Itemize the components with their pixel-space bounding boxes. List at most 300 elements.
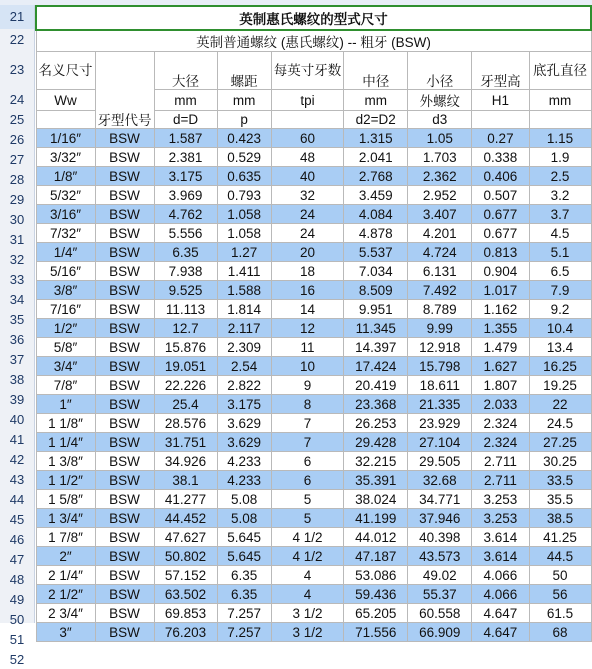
table-cell-d3[interactable]: 40.398 bbox=[408, 528, 472, 547]
table-cell-h1[interactable]: 1.807 bbox=[472, 376, 529, 395]
header-cell[interactable]: 中径 bbox=[344, 52, 408, 90]
table-cell-hole[interactable]: 9.2 bbox=[529, 300, 591, 319]
table-cell-d[interactable]: 22.226 bbox=[154, 376, 217, 395]
table-cell-p[interactable]: 0.793 bbox=[217, 186, 271, 205]
table-cell-hole[interactable]: 35.5 bbox=[529, 490, 591, 509]
table-cell-p[interactable]: 6.35 bbox=[217, 566, 271, 585]
table-cell-size[interactable]: 3/32″ bbox=[36, 148, 95, 167]
table-cell-code[interactable]: BSW bbox=[95, 566, 154, 585]
table-cell-code[interactable]: BSW bbox=[95, 129, 154, 148]
table-cell-d[interactable]: 47.627 bbox=[154, 528, 217, 547]
table-cell-d[interactable]: 11.113 bbox=[154, 300, 217, 319]
table-cell-d3[interactable]: 37.946 bbox=[408, 509, 472, 528]
table-cell-d2[interactable]: 71.556 bbox=[344, 623, 408, 642]
table-cell-hole[interactable]: 1.9 bbox=[529, 148, 591, 167]
table-cell-d3[interactable]: 34.771 bbox=[408, 490, 472, 509]
table-cell-d2[interactable]: 26.253 bbox=[344, 414, 408, 433]
table-cell-h1[interactable]: 1.627 bbox=[472, 357, 529, 376]
header-cell[interactable]: Ww bbox=[36, 90, 95, 111]
table-cell-tpi[interactable]: 9 bbox=[271, 376, 344, 395]
table-cell-d2[interactable]: 35.391 bbox=[344, 471, 408, 490]
table-cell-d2[interactable]: 41.199 bbox=[344, 509, 408, 528]
row-number[interactable]: 41 bbox=[9, 432, 25, 447]
table-cell-p[interactable]: 2.822 bbox=[217, 376, 271, 395]
table-cell-d2[interactable]: 5.537 bbox=[344, 243, 408, 262]
table-cell-code[interactable]: BSW bbox=[95, 471, 154, 490]
table-cell-hole[interactable]: 38.5 bbox=[529, 509, 591, 528]
table-cell-code[interactable]: BSW bbox=[95, 148, 154, 167]
table-cell-size[interactable]: 5/8″ bbox=[36, 338, 95, 357]
row-number[interactable]: 34 bbox=[9, 292, 25, 307]
table-cell-size[interactable]: 5/32″ bbox=[36, 186, 95, 205]
table-cell-code[interactable]: BSW bbox=[95, 205, 154, 224]
table-cell-d2[interactable]: 4.878 bbox=[344, 224, 408, 243]
table-cell-d[interactable]: 15.876 bbox=[154, 338, 217, 357]
table-cell-p[interactable]: 3.629 bbox=[217, 414, 271, 433]
header-cell[interactable]: 螺距 bbox=[217, 52, 271, 90]
row-number[interactable]: 23 bbox=[9, 62, 25, 77]
table-cell-d3[interactable]: 6.131 bbox=[408, 262, 472, 281]
row-number[interactable]: 45 bbox=[9, 512, 25, 527]
table-cell-d3[interactable]: 3.407 bbox=[408, 205, 472, 224]
table-cell-tpi[interactable]: 4 1/2 bbox=[271, 547, 344, 566]
table-cell-d3[interactable]: 49.02 bbox=[408, 566, 472, 585]
table-cell-code[interactable]: BSW bbox=[95, 604, 154, 623]
table-cell-h1[interactable]: 0.677 bbox=[472, 205, 529, 224]
table-cell-d[interactable]: 9.525 bbox=[154, 281, 217, 300]
table-cell-code[interactable]: BSW bbox=[95, 585, 154, 604]
row-number[interactable]: 31 bbox=[9, 232, 25, 247]
table-cell-p[interactable]: 3.175 bbox=[217, 395, 271, 414]
row-number[interactable]: 30 bbox=[9, 212, 25, 227]
table-cell-size[interactable]: 1/16″ bbox=[36, 129, 95, 148]
table-cell-size[interactable]: 1 7/8″ bbox=[36, 528, 95, 547]
row-number[interactable]: 21 bbox=[0, 5, 34, 29]
header-cell[interactable]: 底孔直径 bbox=[529, 52, 591, 90]
table-cell-d2[interactable]: 17.424 bbox=[344, 357, 408, 376]
table-cell-d2[interactable]: 4.084 bbox=[344, 205, 408, 224]
header-cell[interactable]: 大径 bbox=[154, 52, 217, 90]
table-cell-hole[interactable]: 30.25 bbox=[529, 452, 591, 471]
table-cell-code[interactable]: BSW bbox=[95, 167, 154, 186]
table-cell-size[interactable]: 3/16″ bbox=[36, 205, 95, 224]
row-number[interactable]: 38 bbox=[9, 372, 25, 387]
table-cell-code[interactable]: BSW bbox=[95, 357, 154, 376]
table-cell-d3[interactable]: 2.952 bbox=[408, 186, 472, 205]
table-cell-size[interactable]: 1 1/8″ bbox=[36, 414, 95, 433]
table-cell-size[interactable]: 2 1/2″ bbox=[36, 585, 95, 604]
table-cell-hole[interactable]: 2.5 bbox=[529, 167, 591, 186]
table-cell-d3[interactable]: 8.789 bbox=[408, 300, 472, 319]
table-cell-tpi[interactable]: 3 1/2 bbox=[271, 604, 344, 623]
table-cell-size[interactable]: 1/8″ bbox=[36, 167, 95, 186]
table-cell-size[interactable]: 2″ bbox=[36, 547, 95, 566]
header-cell[interactable] bbox=[529, 111, 591, 129]
table-cell-d2[interactable]: 47.187 bbox=[344, 547, 408, 566]
table-cell-code[interactable]: BSW bbox=[95, 376, 154, 395]
table-cell-d3[interactable]: 2.362 bbox=[408, 167, 472, 186]
table-cell-size[interactable]: 1 3/4″ bbox=[36, 509, 95, 528]
table-cell-h1[interactable]: 2.324 bbox=[472, 414, 529, 433]
table-cell-hole[interactable]: 1.15 bbox=[529, 129, 591, 148]
header-cell[interactable]: 牙型高 bbox=[472, 52, 529, 90]
row-number[interactable]: 47 bbox=[9, 552, 25, 567]
table-cell-h1[interactable]: 2.711 bbox=[472, 452, 529, 471]
table-cell-hole[interactable]: 3.7 bbox=[529, 205, 591, 224]
table-cell-d[interactable]: 69.853 bbox=[154, 604, 217, 623]
table-cell-size[interactable]: 1/2″ bbox=[36, 319, 95, 338]
table-cell-code[interactable]: BSW bbox=[95, 243, 154, 262]
table-cell-p[interactable]: 7.257 bbox=[217, 623, 271, 642]
table-cell-hole[interactable]: 33.5 bbox=[529, 471, 591, 490]
table-cell-tpi[interactable]: 6 bbox=[271, 471, 344, 490]
table-cell-code[interactable]: BSW bbox=[95, 224, 154, 243]
header-cell[interactable]: 牙型代号 bbox=[95, 52, 154, 129]
table-cell-h1[interactable]: 0.904 bbox=[472, 262, 529, 281]
table-cell-d[interactable]: 28.576 bbox=[154, 414, 217, 433]
header-cell[interactable] bbox=[472, 111, 529, 129]
table-cell-d3[interactable]: 43.573 bbox=[408, 547, 472, 566]
table-cell-d2[interactable]: 65.205 bbox=[344, 604, 408, 623]
row-number[interactable]: 35 bbox=[9, 312, 25, 327]
table-cell-hole[interactable]: 19.25 bbox=[529, 376, 591, 395]
table-cell-tpi[interactable]: 14 bbox=[271, 300, 344, 319]
header-cell[interactable]: mm bbox=[344, 90, 408, 111]
table-cell-d[interactable]: 50.802 bbox=[154, 547, 217, 566]
row-number[interactable]: 52 bbox=[9, 652, 25, 667]
table-cell-d3[interactable]: 66.909 bbox=[408, 623, 472, 642]
table-cell-size[interactable]: 3/8″ bbox=[36, 281, 95, 300]
table-cell-d[interactable]: 7.938 bbox=[154, 262, 217, 281]
table-cell-hole[interactable]: 3.2 bbox=[529, 186, 591, 205]
table-cell-p[interactable]: 1.27 bbox=[217, 243, 271, 262]
table-cell-tpi[interactable]: 60 bbox=[271, 129, 344, 148]
table-cell-p[interactable]: 6.35 bbox=[217, 585, 271, 604]
table-cell-h1[interactable]: 3.614 bbox=[472, 528, 529, 547]
header-cell[interactable]: 外螺纹 bbox=[408, 90, 472, 111]
table-cell-hole[interactable]: 24.5 bbox=[529, 414, 591, 433]
table-cell-code[interactable]: BSW bbox=[95, 623, 154, 642]
table-cell-d[interactable]: 3.969 bbox=[154, 186, 217, 205]
table-cell-d3[interactable]: 7.492 bbox=[408, 281, 472, 300]
table-cell-size[interactable]: 1/4″ bbox=[36, 243, 95, 262]
row-number[interactable]: 26 bbox=[9, 132, 25, 147]
table-cell-size[interactable]: 1 3/8″ bbox=[36, 452, 95, 471]
table-cell-p[interactable]: 0.635 bbox=[217, 167, 271, 186]
row-number[interactable]: 48 bbox=[9, 572, 25, 587]
table-cell-p[interactable]: 7.257 bbox=[217, 604, 271, 623]
table-cell-code[interactable]: BSW bbox=[95, 262, 154, 281]
table-cell-p[interactable]: 5.645 bbox=[217, 547, 271, 566]
table-cell-d3[interactable]: 32.68 bbox=[408, 471, 472, 490]
row-number[interactable]: 39 bbox=[9, 392, 25, 407]
table-cell-h1[interactable]: 0.813 bbox=[472, 243, 529, 262]
table-cell-code[interactable]: BSW bbox=[95, 509, 154, 528]
table-cell-code[interactable]: BSW bbox=[95, 547, 154, 566]
table-cell-tpi[interactable]: 11 bbox=[271, 338, 344, 357]
table-cell-h1[interactable]: 3.253 bbox=[472, 509, 529, 528]
table-cell-d3[interactable]: 12.918 bbox=[408, 338, 472, 357]
table-cell-hole[interactable]: 7.9 bbox=[529, 281, 591, 300]
table-cell-code[interactable]: BSW bbox=[95, 319, 154, 338]
table-cell-h1[interactable]: 1.355 bbox=[472, 319, 529, 338]
table-cell-d[interactable]: 44.452 bbox=[154, 509, 217, 528]
table-cell-d2[interactable]: 53.086 bbox=[344, 566, 408, 585]
table-cell-d2[interactable]: 32.215 bbox=[344, 452, 408, 471]
table-cell-tpi[interactable]: 7 bbox=[271, 414, 344, 433]
table-cell-tpi[interactable]: 48 bbox=[271, 148, 344, 167]
table-cell-code[interactable]: BSW bbox=[95, 452, 154, 471]
table-cell-d[interactable]: 63.502 bbox=[154, 585, 217, 604]
table-cell-d[interactable]: 1.587 bbox=[154, 129, 217, 148]
table-cell-d2[interactable]: 7.034 bbox=[344, 262, 408, 281]
table-cell-d[interactable]: 57.152 bbox=[154, 566, 217, 585]
table-cell-d2[interactable]: 2.768 bbox=[344, 167, 408, 186]
table-cell-tpi[interactable]: 12 bbox=[271, 319, 344, 338]
table-cell-h1[interactable]: 4.647 bbox=[472, 604, 529, 623]
table-cell-d3[interactable]: 18.611 bbox=[408, 376, 472, 395]
table-cell-tpi[interactable]: 8 bbox=[271, 395, 344, 414]
table-cell-hole[interactable]: 4.5 bbox=[529, 224, 591, 243]
row-number[interactable]: 32 bbox=[9, 252, 25, 267]
header-cell[interactable]: 名义尺寸 bbox=[36, 52, 95, 90]
table-cell-h1[interactable]: 0.406 bbox=[472, 167, 529, 186]
table-cell-hole[interactable]: 27.25 bbox=[529, 433, 591, 452]
table-cell-tpi[interactable]: 10 bbox=[271, 357, 344, 376]
table-cell-code[interactable]: BSW bbox=[95, 300, 154, 319]
row-number[interactable]: 29 bbox=[9, 192, 25, 207]
table-cell-hole[interactable]: 61.5 bbox=[529, 604, 591, 623]
table-cell-size[interactable]: 3/4″ bbox=[36, 357, 95, 376]
row-number[interactable]: 40 bbox=[9, 412, 25, 427]
table-cell-d[interactable]: 4.762 bbox=[154, 205, 217, 224]
header-cell[interactable]: p bbox=[217, 111, 271, 129]
table-cell-code[interactable]: BSW bbox=[95, 433, 154, 452]
sheet-subtitle[interactable]: 英制普通螺纹 (惠氏螺纹) -- 粗牙 (BSW) bbox=[36, 30, 591, 52]
table-cell-d[interactable]: 12.7 bbox=[154, 319, 217, 338]
table-cell-d2[interactable]: 3.459 bbox=[344, 186, 408, 205]
table-cell-h1[interactable]: 2.033 bbox=[472, 395, 529, 414]
row-number[interactable]: 22 bbox=[9, 32, 25, 47]
table-cell-d3[interactable]: 4.201 bbox=[408, 224, 472, 243]
table-cell-hole[interactable]: 44.5 bbox=[529, 547, 591, 566]
table-cell-tpi[interactable]: 24 bbox=[271, 224, 344, 243]
table-cell-h1[interactable]: 0.677 bbox=[472, 224, 529, 243]
table-cell-hole[interactable]: 16.25 bbox=[529, 357, 591, 376]
table-cell-size[interactable]: 1 1/4″ bbox=[36, 433, 95, 452]
row-number[interactable]: 36 bbox=[9, 332, 25, 347]
table-cell-d[interactable]: 38.1 bbox=[154, 471, 217, 490]
table-cell-p[interactable]: 2.309 bbox=[217, 338, 271, 357]
sheet-title[interactable]: 英制惠氏螺纹的型式尺寸 bbox=[36, 6, 591, 30]
table-cell-size[interactable]: 2 3/4″ bbox=[36, 604, 95, 623]
table-cell-size[interactable]: 2 1/4″ bbox=[36, 566, 95, 585]
table-cell-p[interactable]: 1.814 bbox=[217, 300, 271, 319]
table-cell-hole[interactable]: 56 bbox=[529, 585, 591, 604]
table-cell-h1[interactable]: 3.614 bbox=[472, 547, 529, 566]
table-cell-d2[interactable]: 9.951 bbox=[344, 300, 408, 319]
table-cell-hole[interactable]: 13.4 bbox=[529, 338, 591, 357]
table-cell-tpi[interactable]: 16 bbox=[271, 281, 344, 300]
row-number[interactable]: 49 bbox=[9, 592, 25, 607]
table-cell-tpi[interactable]: 24 bbox=[271, 205, 344, 224]
table-cell-code[interactable]: BSW bbox=[95, 528, 154, 547]
table-cell-hole[interactable]: 41.25 bbox=[529, 528, 591, 547]
table-cell-p[interactable]: 2.117 bbox=[217, 319, 271, 338]
table-cell-tpi[interactable]: 5 bbox=[271, 490, 344, 509]
table-cell-h1[interactable]: 4.066 bbox=[472, 566, 529, 585]
row-number[interactable]: 42 bbox=[9, 452, 25, 467]
table-cell-d[interactable]: 2.381 bbox=[154, 148, 217, 167]
table-cell-code[interactable]: BSW bbox=[95, 186, 154, 205]
table-cell-p[interactable]: 5.645 bbox=[217, 528, 271, 547]
row-number[interactable]: 33 bbox=[9, 272, 25, 287]
row-number[interactable]: 27 bbox=[9, 152, 25, 167]
header-cell[interactable]: d2=D2 bbox=[344, 111, 408, 129]
table-cell-tpi[interactable]: 32 bbox=[271, 186, 344, 205]
table-cell-d[interactable]: 34.926 bbox=[154, 452, 217, 471]
header-cell[interactable] bbox=[271, 111, 344, 129]
table-cell-d2[interactable]: 44.012 bbox=[344, 528, 408, 547]
table-cell-p[interactable]: 1.411 bbox=[217, 262, 271, 281]
row-number[interactable]: 37 bbox=[9, 352, 25, 367]
table-cell-d2[interactable]: 14.397 bbox=[344, 338, 408, 357]
table-cell-h1[interactable]: 1.479 bbox=[472, 338, 529, 357]
table-cell-d3[interactable]: 21.335 bbox=[408, 395, 472, 414]
table-cell-d3[interactable]: 9.99 bbox=[408, 319, 472, 338]
table-cell-d2[interactable]: 59.436 bbox=[344, 585, 408, 604]
header-cell[interactable] bbox=[36, 111, 95, 129]
header-cell[interactable]: tpi bbox=[271, 90, 344, 111]
header-cell[interactable]: 小径 bbox=[408, 52, 472, 90]
table-cell-p[interactable]: 5.08 bbox=[217, 490, 271, 509]
table-cell-d[interactable]: 5.556 bbox=[154, 224, 217, 243]
table-cell-d2[interactable]: 11.345 bbox=[344, 319, 408, 338]
table-cell-size[interactable]: 7/16″ bbox=[36, 300, 95, 319]
table-cell-h1[interactable]: 2.711 bbox=[472, 471, 529, 490]
table-cell-code[interactable]: BSW bbox=[95, 490, 154, 509]
header-cell[interactable]: mm bbox=[154, 90, 217, 111]
table-cell-code[interactable]: BSW bbox=[95, 414, 154, 433]
table-cell-d2[interactable]: 2.041 bbox=[344, 148, 408, 167]
table-cell-h1[interactable]: 2.324 bbox=[472, 433, 529, 452]
table-cell-h1[interactable]: 3.253 bbox=[472, 490, 529, 509]
table-cell-tpi[interactable]: 20 bbox=[271, 243, 344, 262]
table-cell-code[interactable]: BSW bbox=[95, 281, 154, 300]
table-cell-tpi[interactable]: 3 1/2 bbox=[271, 623, 344, 642]
table-cell-d[interactable]: 25.4 bbox=[154, 395, 217, 414]
table-cell-p[interactable]: 0.529 bbox=[217, 148, 271, 167]
table-cell-d3[interactable]: 1.703 bbox=[408, 148, 472, 167]
row-number[interactable]: 51 bbox=[9, 632, 25, 647]
table-cell-tpi[interactable]: 4 bbox=[271, 585, 344, 604]
table-cell-p[interactable]: 2.54 bbox=[217, 357, 271, 376]
header-cell[interactable]: mm bbox=[217, 90, 271, 111]
table-cell-p[interactable]: 1.588 bbox=[217, 281, 271, 300]
table-cell-h1[interactable]: 0.338 bbox=[472, 148, 529, 167]
row-number[interactable]: 25 bbox=[9, 112, 25, 127]
header-cell[interactable]: 每英寸牙数 bbox=[271, 52, 344, 90]
table-cell-h1[interactable]: 1.162 bbox=[472, 300, 529, 319]
table-cell-d[interactable]: 31.751 bbox=[154, 433, 217, 452]
table-cell-size[interactable]: 1 1/2″ bbox=[36, 471, 95, 490]
table-cell-d[interactable]: 41.277 bbox=[154, 490, 217, 509]
table-cell-d3[interactable]: 1.05 bbox=[408, 129, 472, 148]
table-cell-p[interactable]: 1.058 bbox=[217, 205, 271, 224]
table-cell-d[interactable]: 76.203 bbox=[154, 623, 217, 642]
table-cell-hole[interactable]: 68 bbox=[529, 623, 591, 642]
table-cell-d3[interactable]: 55.37 bbox=[408, 585, 472, 604]
header-cell[interactable]: d3 bbox=[408, 111, 472, 129]
table-cell-d3[interactable]: 4.724 bbox=[408, 243, 472, 262]
table-cell-tpi[interactable]: 40 bbox=[271, 167, 344, 186]
table-cell-tpi[interactable]: 4 bbox=[271, 566, 344, 585]
row-number[interactable]: 50 bbox=[9, 612, 25, 627]
table-cell-d3[interactable]: 60.558 bbox=[408, 604, 472, 623]
table-cell-tpi[interactable]: 18 bbox=[271, 262, 344, 281]
table-cell-d2[interactable]: 29.428 bbox=[344, 433, 408, 452]
table-cell-d3[interactable]: 15.798 bbox=[408, 357, 472, 376]
table-cell-d2[interactable]: 38.024 bbox=[344, 490, 408, 509]
table-cell-size[interactable]: 1″ bbox=[36, 395, 95, 414]
table-cell-tpi[interactable]: 6 bbox=[271, 452, 344, 471]
row-number[interactable]: 28 bbox=[9, 172, 25, 187]
table-cell-d3[interactable]: 29.505 bbox=[408, 452, 472, 471]
row-number[interactable]: 46 bbox=[9, 532, 25, 547]
table-cell-d2[interactable]: 8.509 bbox=[344, 281, 408, 300]
header-cell[interactable]: mm bbox=[529, 90, 591, 111]
table-cell-p[interactable]: 4.233 bbox=[217, 452, 271, 471]
table-cell-size[interactable]: 7/8″ bbox=[36, 376, 95, 395]
table-cell-size[interactable]: 3″ bbox=[36, 623, 95, 642]
table-cell-size[interactable]: 1 5/8″ bbox=[36, 490, 95, 509]
table-cell-p[interactable]: 5.08 bbox=[217, 509, 271, 528]
table-cell-hole[interactable]: 50 bbox=[529, 566, 591, 585]
table-cell-p[interactable]: 0.423 bbox=[217, 129, 271, 148]
table-cell-p[interactable]: 1.058 bbox=[217, 224, 271, 243]
table-cell-h1[interactable]: 4.066 bbox=[472, 585, 529, 604]
table-cell-d3[interactable]: 27.104 bbox=[408, 433, 472, 452]
table-cell-h1[interactable]: 0.507 bbox=[472, 186, 529, 205]
table-cell-d2[interactable]: 1.315 bbox=[344, 129, 408, 148]
header-cell[interactable]: H1 bbox=[472, 90, 529, 111]
table-cell-h1[interactable]: 1.017 bbox=[472, 281, 529, 300]
table-cell-hole[interactable]: 22 bbox=[529, 395, 591, 414]
table-cell-p[interactable]: 4.233 bbox=[217, 471, 271, 490]
table-cell-hole[interactable]: 6.5 bbox=[529, 262, 591, 281]
table-cell-tpi[interactable]: 7 bbox=[271, 433, 344, 452]
table-cell-d[interactable]: 3.175 bbox=[154, 167, 217, 186]
table-cell-tpi[interactable]: 5 bbox=[271, 509, 344, 528]
table-cell-d[interactable]: 6.35 bbox=[154, 243, 217, 262]
table-cell-d2[interactable]: 23.368 bbox=[344, 395, 408, 414]
table-cell-d3[interactable]: 23.929 bbox=[408, 414, 472, 433]
table-cell-hole[interactable]: 10.4 bbox=[529, 319, 591, 338]
table-cell-size[interactable]: 7/32″ bbox=[36, 224, 95, 243]
table-cell-d2[interactable]: 20.419 bbox=[344, 376, 408, 395]
table-cell-d[interactable]: 19.051 bbox=[154, 357, 217, 376]
table-cell-code[interactable]: BSW bbox=[95, 395, 154, 414]
row-number[interactable]: 44 bbox=[9, 492, 25, 507]
table-cell-code[interactable]: BSW bbox=[95, 338, 154, 357]
table-cell-size[interactable]: 5/16″ bbox=[36, 262, 95, 281]
header-cell[interactable]: d=D bbox=[154, 111, 217, 129]
table-cell-p[interactable]: 3.629 bbox=[217, 433, 271, 452]
table-cell-h1[interactable]: 4.647 bbox=[472, 623, 529, 642]
row-number[interactable]: 24 bbox=[9, 92, 25, 107]
table-cell-h1[interactable]: 0.27 bbox=[472, 129, 529, 148]
row-number[interactable]: 43 bbox=[9, 472, 25, 487]
